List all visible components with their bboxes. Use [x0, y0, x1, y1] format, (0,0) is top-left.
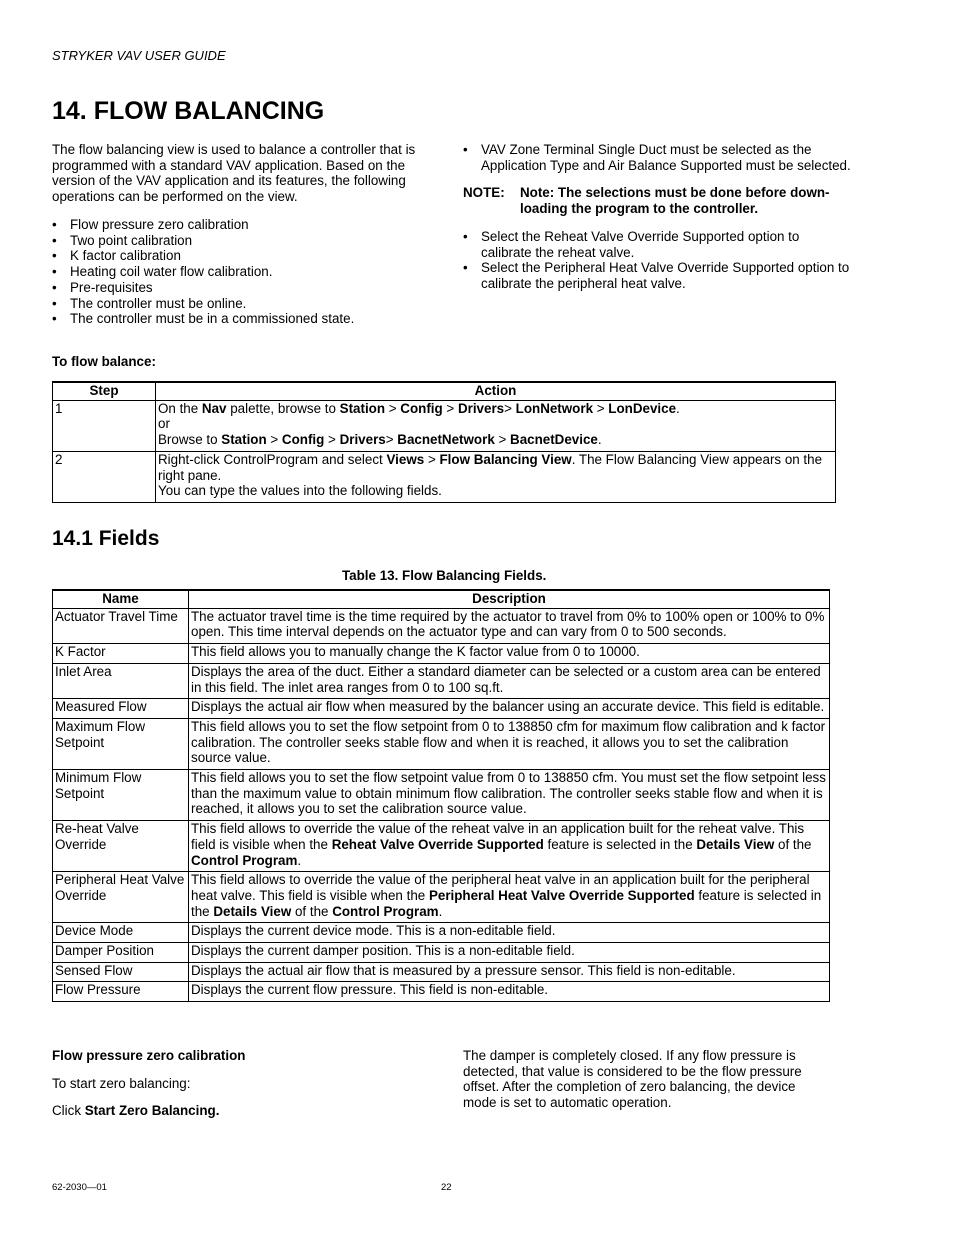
field-name: Sensed Flow	[53, 962, 189, 982]
field-name: Inlet Area	[53, 663, 189, 698]
list-item: • The controller must be in a commissioned state.	[52, 311, 442, 327]
intro-paragraph: The flow balancing view is used to balance a controller that is programmed with a standard VAV application. Based on the version of the VAV application and its features, the following operations can be performed on the view.	[52, 142, 416, 205]
zero-calibration-section	[52, 1048, 442, 1131]
step-action: Right-click ControlProgram and select Views > Flow Balancing View. The Flow Balancing View appears on the right pane. You can type the values into the following fields.	[156, 451, 836, 502]
table-row	[53, 451, 836, 502]
field-name: Measured Flow	[53, 699, 189, 719]
right-column	[463, 142, 853, 292]
table-row	[53, 608, 830, 643]
table-row	[53, 770, 830, 821]
table-row	[53, 663, 830, 698]
field-description: This field allows you to set the flow setpoint value from 0 to 138850 cfm. You must set the flow setpoint less than the maximum value to obtain minimum flow calibration. The controller seeks stable flow and when it is reached, it allows you to set the calibration source value.	[189, 770, 830, 821]
field-name: Flow Pressure	[53, 982, 189, 1002]
list-item: • The controller must be online.	[52, 296, 442, 312]
zero-calibration-description: The damper is completely closed. If any flow pressure is detected, that value is considered to be the flow pressure offset. After the completion of zero balancing, the device mode is set to automatic operation.	[463, 1048, 802, 1111]
page-title: 14. FLOW BALANCING	[52, 97, 325, 125]
list-item: • Flow pressure zero calibration	[52, 217, 442, 233]
list-item: • Select the Peripheral Heat Valve Override Supported option to calibrate the peripheral heat valve.	[463, 260, 853, 291]
table-row	[53, 943, 830, 963]
table-row	[53, 821, 830, 872]
table-row	[53, 699, 830, 719]
table-row	[53, 644, 830, 664]
field-name: Peripheral Heat Valve Override	[53, 872, 189, 923]
operations-list	[52, 217, 442, 327]
field-name: Minimum Flow Setpoint	[53, 770, 189, 821]
document-number: 62-2030—01	[52, 1182, 107, 1193]
zero-calibration-heading: Flow pressure zero calibration	[52, 1048, 246, 1063]
list-item: • Pre-requisites	[52, 280, 442, 296]
column-header: Name	[53, 590, 189, 608]
requirements-list	[463, 142, 853, 173]
field-description: This field allows you to manually change the K factor value from 0 to 10000.	[189, 644, 830, 664]
field-description: Displays the area of the duct. Either a standard diameter can be selected or a custom area can be entered in this field. The inlet area ranges from 0 to 100 sq.ft.	[189, 663, 830, 698]
field-description: This field allows you to set the flow setpoint from 0 to 138850 cfm for maximum flow calibration and k factor calibration. The controller seeks stable flow and when it is reached, it allows you to set the calibration source value.	[189, 718, 830, 769]
field-name: Device Mode	[53, 923, 189, 943]
procedure-heading: To flow balance:	[52, 354, 156, 369]
field-description: The actuator travel time is the time required by the actuator to travel from 0% to 100% open or 100% to 0% open. This time interval depends on the actuator type and can vary from 0 to 500 seconds.	[189, 608, 830, 643]
table-row	[53, 962, 830, 982]
field-description: Displays the current damper position. This is a non-editable field.	[189, 943, 830, 963]
fields-table	[52, 589, 830, 1002]
field-description: Displays the actual air flow when measured by the balancer using an accurate device. This field is editable.	[189, 699, 830, 719]
table-row	[53, 400, 836, 451]
list-item: • VAV Zone Terminal Single Duct must be selected as the Application Type and Air Balance Supported must be selected.	[463, 142, 853, 173]
field-name: K Factor	[53, 644, 189, 664]
field-name: Maximum Flow Setpoint	[53, 718, 189, 769]
table-row	[53, 718, 830, 769]
option-list	[463, 229, 853, 292]
note-text: Note: The selections must be done before down-loading the program to the controller.	[520, 185, 830, 217]
list-item: • Heating coil water flow calibration.	[52, 264, 442, 280]
field-description: This field allows to override the value of the reheat valve in an application built for the reheat valve. This field is visible when the Reheat Valve Override Supported feature is selected in the Details View of the Control Program.	[189, 821, 830, 872]
field-description: Displays the current device mode. This is a non-editable field.	[189, 923, 830, 943]
list-item: • K factor calibration	[52, 248, 442, 264]
zero-calibration-step: Click Start Zero Balancing.	[52, 1103, 220, 1119]
steps-table	[52, 381, 836, 503]
note-label: NOTE:	[463, 185, 505, 201]
step-action: On the Nav palette, browse to Station > Config > Drivers> LonNetwork > LonDevice. or Browse to Station > Config > Drivers> BacnetNetwork > BacnetDevice.	[156, 400, 836, 451]
section-title: 14.1 Fields	[52, 527, 160, 550]
table-row	[53, 872, 830, 923]
table-row	[53, 923, 830, 943]
list-item: • Two point calibration	[52, 233, 442, 249]
field-description: Displays the actual air flow that is measured by a pressure sensor. This field is non-editable.	[189, 962, 830, 982]
step-number: 2	[53, 451, 156, 502]
column-header: Step	[53, 382, 156, 400]
field-name: Re-heat Valve Override	[53, 821, 189, 872]
zero-calibration-intro: To start zero balancing:	[52, 1075, 191, 1091]
table-row	[53, 982, 830, 1002]
page-number: 22	[441, 1182, 452, 1193]
running-header: STRYKER VAV USER GUIDE	[52, 48, 226, 63]
note-block	[463, 185, 853, 216]
column-header: Description	[189, 590, 830, 608]
field-name: Damper Position	[53, 943, 189, 963]
field-description: Displays the current flow pressure. This field is non-editable.	[189, 982, 830, 1002]
field-description: This field allows to override the value of the peripheral heat valve in an application built for the peripheral heat valve. This field is visible when the Peripheral Heat Valve Override Supported feature is selected in the Details View of the Control Program.	[189, 872, 830, 923]
list-item: • Select the Reheat Valve Override Supported option to calibrate the reheat valve.	[463, 229, 853, 260]
step-number: 1	[53, 400, 156, 451]
table-caption: Table 13. Flow Balancing Fields.	[342, 568, 547, 583]
column-header: Action	[156, 382, 836, 400]
field-name: Actuator Travel Time	[53, 608, 189, 643]
